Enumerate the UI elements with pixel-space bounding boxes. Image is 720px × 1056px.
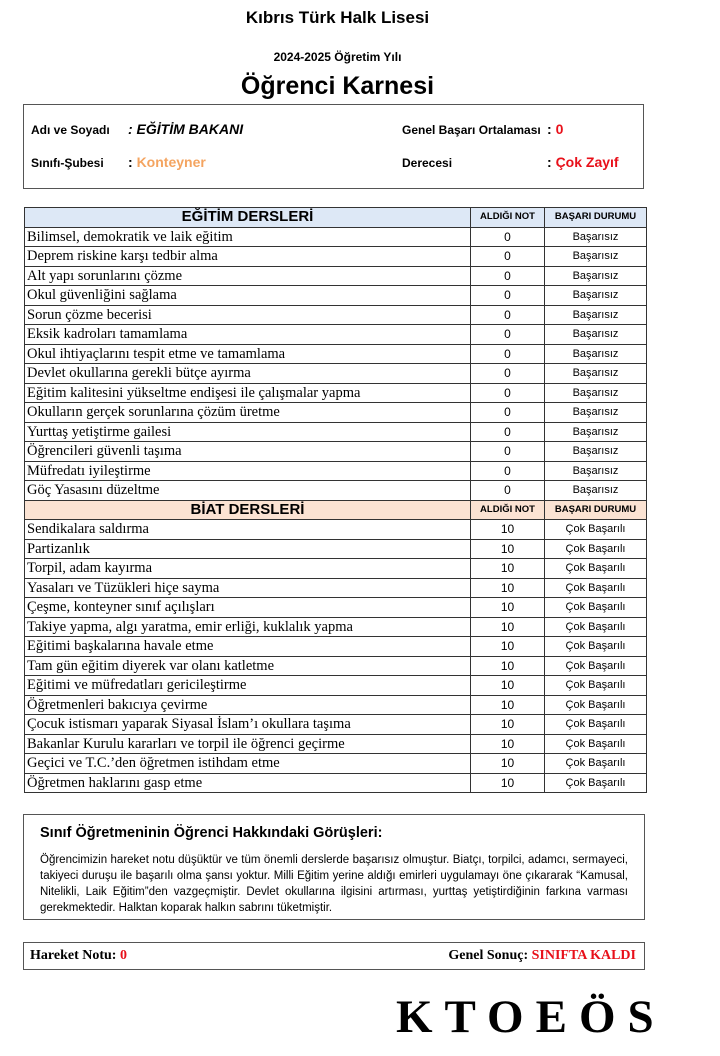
- course-score: 0: [471, 247, 545, 267]
- student-info-box: [23, 104, 644, 189]
- course-score: 10: [471, 695, 545, 715]
- course-status: Çok Başarılı: [545, 559, 647, 579]
- course-status: Çok Başarılı: [545, 520, 647, 540]
- table-row: [25, 695, 647, 715]
- school-name: Kıbrıs Türk Halk Lisesi: [245, 8, 430, 27]
- course-name: Sendikalara saldırma: [25, 520, 471, 540]
- table-row: [25, 676, 647, 696]
- table-row: [25, 461, 647, 481]
- course-score: 0: [471, 383, 545, 403]
- table-row: [25, 442, 647, 462]
- course-score: 0: [471, 227, 545, 247]
- score-column-header: ALDIĞI NOT: [471, 500, 545, 520]
- table-row: [25, 305, 647, 325]
- name-label: Adı ve Soyadı: [31, 123, 110, 137]
- table-row: [25, 383, 647, 403]
- course-score: 0: [471, 442, 545, 462]
- table-row: [25, 325, 647, 345]
- course-name: Sorun çözme becerisi: [25, 305, 471, 325]
- table-row: [25, 403, 647, 423]
- course-score: 0: [471, 461, 545, 481]
- table-row: [25, 559, 647, 579]
- course-name: Torpil, adam kayırma: [25, 559, 471, 579]
- section-title: EĞİTİM DERSLERİ: [25, 208, 471, 228]
- course-score: 10: [471, 754, 545, 774]
- course-score: 0: [471, 325, 545, 345]
- score-column-header: ALDIĞI NOT: [471, 208, 545, 228]
- result-value: SINIFTA KALDI: [531, 948, 636, 963]
- course-status: Başarısız: [545, 247, 647, 267]
- course-status: Başarısız: [545, 403, 647, 423]
- course-status: Başarısız: [545, 442, 647, 462]
- course-status: Çok Başarılı: [545, 734, 647, 754]
- academic-year: 2024-2025 Öğretim Yılı: [273, 50, 402, 64]
- course-status: Başarısız: [545, 266, 647, 286]
- result-footer: [23, 942, 645, 970]
- course-name: Alt yapı sorunlarını çözme: [25, 266, 471, 286]
- course-name: Çeşme, konteyner sınıf açılışları: [25, 598, 471, 618]
- comments-text: Öğrencimizin hareket notu düşüktür ve tüm önemli derslerde başarısız olmuştur. Biatçı, torpilci, adamcı, sermayeci, takiyeci duruşu ile başarılı olma şansı yoktur. Milli Eğitim yerine aldığı emirleri uygulamayı öne çıkararak “Kamusal, Nitelikli, Laik Eğitim”den vazgeçmiştir. Devlet okullarına ilgisini artırması, yurttaş yetiştirdiğinin farkına varması gerekmektedir. Halktan koparak halkın sabrını tüketmiştir.: [40, 854, 628, 914]
- table-row: [25, 539, 647, 559]
- course-score: 10: [471, 539, 545, 559]
- degree-value: Çok Zayıf: [555, 154, 619, 170]
- course-status: Çok Başarılı: [545, 598, 647, 618]
- course-status: Çok Başarılı: [545, 539, 647, 559]
- course-score: 0: [471, 305, 545, 325]
- course-score: 0: [471, 422, 545, 442]
- course-status: Başarısız: [545, 461, 647, 481]
- course-status: Çok Başarılı: [545, 715, 647, 735]
- conduct-value: 0: [119, 948, 127, 963]
- section-title: BİAT DERSLERİ: [25, 500, 471, 520]
- table-row: [25, 266, 647, 286]
- gpa-value-wrap: : 0: [547, 121, 564, 137]
- course-name: Devlet okullarına gerekli bütçe ayırma: [25, 364, 471, 384]
- course-name: Partizanlık: [25, 539, 471, 559]
- course-name: Yasaları ve Tüzükleri hiçe sayma: [25, 578, 471, 598]
- table-row: [25, 364, 647, 384]
- course-status: Başarısız: [545, 325, 647, 345]
- degree-value-wrap: : Çok Zayıf: [547, 154, 619, 170]
- course-score: 10: [471, 773, 545, 793]
- course-status: Başarısız: [545, 305, 647, 325]
- name-value: : EĞİTİM BAKANI: [128, 121, 244, 137]
- table-row: [25, 247, 647, 267]
- table-row: [25, 598, 647, 618]
- section-header: [25, 500, 647, 520]
- teacher-comments-box: [23, 814, 645, 920]
- course-name: Öğretmenleri bakıcıya çevirme: [25, 695, 471, 715]
- course-score: 10: [471, 656, 545, 676]
- course-status: Başarısız: [545, 227, 647, 247]
- gpa-label: Genel Başarı Ortalaması: [402, 123, 541, 137]
- grades-table: [24, 207, 647, 793]
- course-name: Yurttaş yetiştirme gailesi: [25, 422, 471, 442]
- table-row: [25, 656, 647, 676]
- table-row: [25, 227, 647, 247]
- course-score: 10: [471, 637, 545, 657]
- table-row: [25, 520, 647, 540]
- course-status: Başarısız: [545, 286, 647, 306]
- course-name: Öğretmen haklarını gasp etme: [25, 773, 471, 793]
- course-name: Eksik kadroları tamamlama: [25, 325, 471, 345]
- course-status: Çok Başarılı: [545, 656, 647, 676]
- course-status: Çok Başarılı: [545, 773, 647, 793]
- course-name: Okul güvenliğini sağlama: [25, 286, 471, 306]
- table-row: [25, 344, 647, 364]
- table-row: [25, 715, 647, 735]
- class-label: Sınıfı-Şubesi: [31, 156, 104, 170]
- course-score: 10: [471, 676, 545, 696]
- table-row: [25, 481, 647, 501]
- section-header: [25, 208, 647, 228]
- page-title: Öğrenci Karnesi: [240, 72, 435, 100]
- course-status: Başarısız: [545, 364, 647, 384]
- course-name: Göç Yasasını düzeltme: [25, 481, 471, 501]
- course-score: 0: [471, 481, 545, 501]
- course-name: Eğitimi başkalarına havale etme: [25, 637, 471, 657]
- general-result: [448, 948, 636, 964]
- course-status: Başarısız: [545, 344, 647, 364]
- course-status: Başarısız: [545, 481, 647, 501]
- course-score: 10: [471, 617, 545, 637]
- course-score: 0: [471, 403, 545, 423]
- course-name: Çocuk istismarı yaparak Siyasal İslam’ı okullara taşıma: [25, 715, 471, 735]
- table-row: [25, 286, 647, 306]
- course-status: Çok Başarılı: [545, 676, 647, 696]
- course-name: Takiye yapma, algı yaratma, emir erliği, kuklalık yapma: [25, 617, 471, 637]
- table-row: [25, 617, 647, 637]
- course-name: Eğitim kalitesini yükseltme endişesi ile çalışmalar yapma: [25, 383, 471, 403]
- class-value: Konteyner: [136, 154, 206, 170]
- comments-title: Sınıf Öğretmeninin Öğrenci Hakkındaki Görüşleri:: [40, 825, 383, 841]
- course-name: Müfredatı iyileştirme: [25, 461, 471, 481]
- status-column-header: BAŞARI DURUMU: [545, 208, 647, 228]
- course-name: Okul ihtiyaçlarını tespit etme ve tamamlama: [25, 344, 471, 364]
- course-score: 10: [471, 520, 545, 540]
- class-value-wrap: : Konteyner: [128, 154, 206, 170]
- course-score: 10: [471, 598, 545, 618]
- table-row: [25, 773, 647, 793]
- gpa-value: 0: [555, 121, 564, 137]
- course-status: Çok Başarılı: [545, 617, 647, 637]
- course-name: Deprem riskine karşı tedbir alma: [25, 247, 471, 267]
- course-name: Tam gün eğitim diyerek var olanı katletme: [25, 656, 471, 676]
- course-name: Bilimsel, demokratik ve laik eğitim: [25, 227, 471, 247]
- course-name: Geçici ve T.C.’den öğretmen istihdam etme: [25, 754, 471, 774]
- conduct-grade: [30, 948, 127, 964]
- course-score: 0: [471, 266, 545, 286]
- table-row: [25, 734, 647, 754]
- table-row: [25, 578, 647, 598]
- course-status: Başarısız: [545, 383, 647, 403]
- course-score: 10: [471, 734, 545, 754]
- course-score: 0: [471, 344, 545, 364]
- conduct-label: Hareket Notu:: [30, 948, 117, 963]
- course-score: 10: [471, 559, 545, 579]
- course-name: Okulların gerçek sorunlarına çözüm üretme: [25, 403, 471, 423]
- course-score: 10: [471, 578, 545, 598]
- table-row: [25, 422, 647, 442]
- course-status: Başarısız: [545, 422, 647, 442]
- degree-label: Derecesi: [402, 156, 453, 170]
- union-logo-text: KTOEÖS: [396, 991, 666, 1043]
- result-label: Genel Sonuç:: [448, 948, 529, 963]
- course-status: Çok Başarılı: [545, 695, 647, 715]
- course-name: Öğrencileri güvenli taşıma: [25, 442, 471, 462]
- course-name: Eğitimi ve müfredatları gericileştirme: [25, 676, 471, 696]
- course-status: Çok Başarılı: [545, 754, 647, 774]
- course-status: Çok Başarılı: [545, 578, 647, 598]
- course-score: 0: [471, 364, 545, 384]
- course-status: Çok Başarılı: [545, 637, 647, 657]
- course-score: 10: [471, 715, 545, 735]
- course-name: Bakanlar Kurulu kararları ve torpil ile öğrenci geçirme: [25, 734, 471, 754]
- course-score: 0: [471, 286, 545, 306]
- status-column-header: BAŞARI DURUMU: [545, 500, 647, 520]
- table-row: [25, 637, 647, 657]
- table-row: [25, 754, 647, 774]
